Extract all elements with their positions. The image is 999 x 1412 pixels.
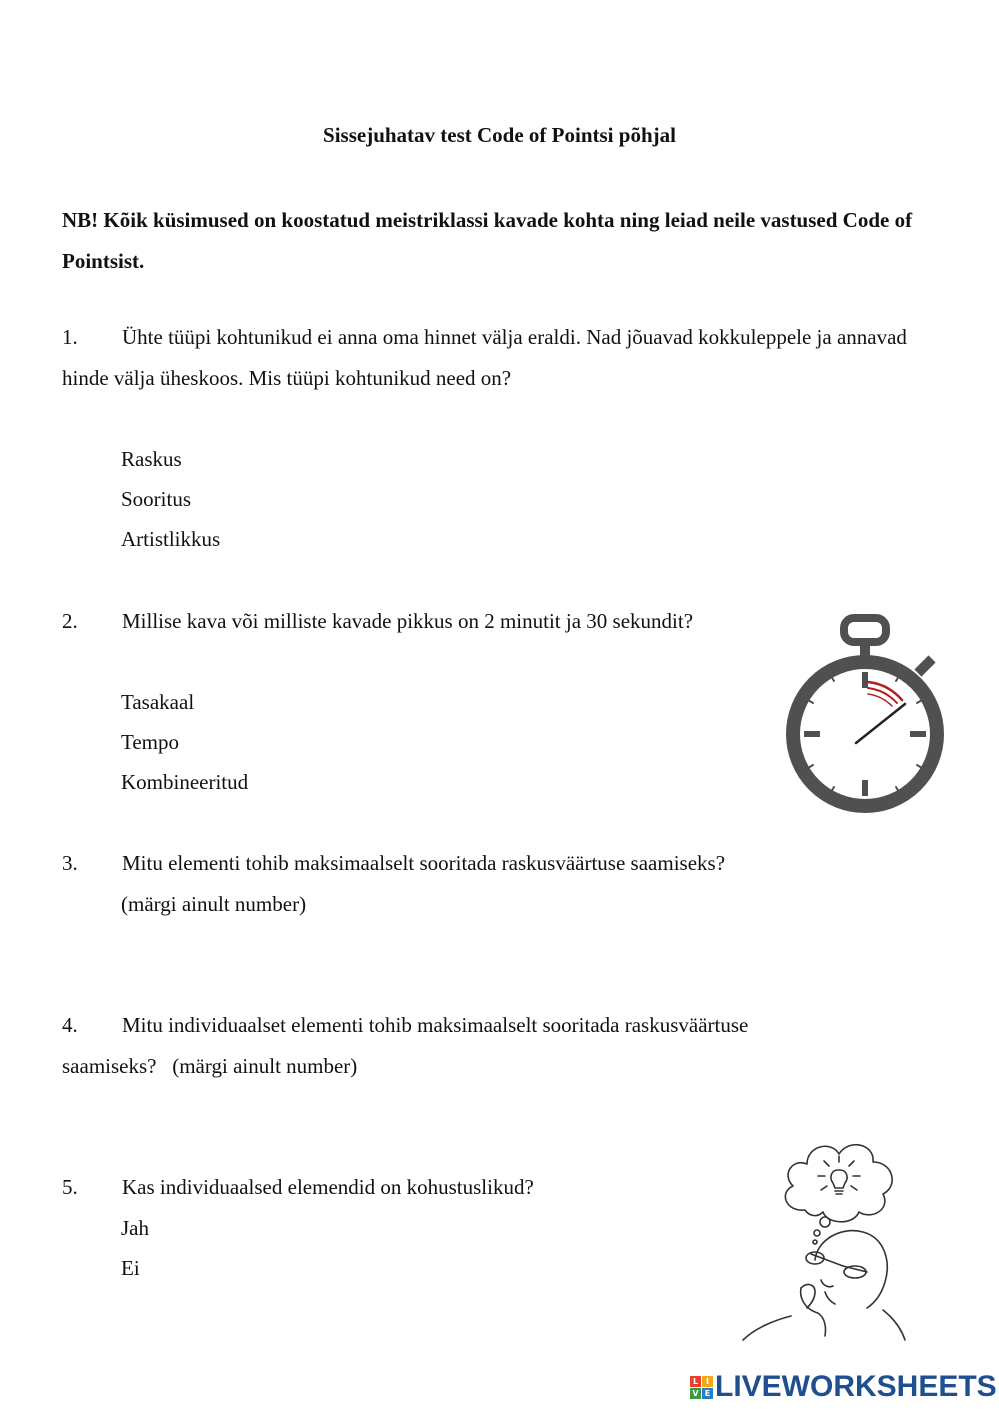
option-jah[interactable]: Jah	[121, 1216, 149, 1240]
liveworksheets-logo	[690, 1370, 997, 1404]
question-4-hint: (märgi ainult number)	[172, 1054, 358, 1078]
logo-block-l: L	[690, 1376, 701, 1387]
question-1-options	[121, 439, 220, 559]
option-artistlikkus[interactable]: Artistlikkus	[121, 527, 221, 551]
instruction-note: NB! Kõik küsimused on koostatud meistriklassi kavade kohta ning leiad neile vastused Code of Pointsist.	[62, 208, 913, 273]
question-5	[62, 1167, 762, 1208]
option-kombineeritud[interactable]: Kombineeritud	[121, 770, 249, 794]
option-tempo[interactable]: Tempo	[121, 730, 180, 754]
logo-block-i: I	[702, 1376, 713, 1387]
question-number: 5.	[62, 1175, 78, 1199]
question-1	[62, 317, 932, 399]
question-number: 4.	[62, 1013, 78, 1037]
thinking-person-icon	[735, 1128, 915, 1348]
question-text: Ühte tüüpi kohtunikud ei anna oma hinnet välja eraldi. Nad jõuavad kokkuleppele ja annavad hinde välja üheskoos. Mis tüüpi kohtunikud need on?	[62, 325, 907, 390]
question-text: Kas individuaalsed elemendid on kohustuslikud?	[122, 1175, 534, 1199]
question-text: Mitu individuaalset elementi tohib maksimaalselt sooritada raskusväärtuse saamiseks?	[62, 1013, 749, 1078]
question-5-options	[121, 1208, 149, 1288]
question-number: 1.	[62, 325, 78, 349]
option-tasakaal[interactable]: Tasakaal	[121, 690, 195, 714]
question-number: 3.	[62, 851, 78, 875]
logo-block-v: V	[690, 1388, 701, 1399]
option-ei[interactable]: Ei	[121, 1256, 140, 1280]
question-3	[62, 843, 932, 884]
question-number: 2.	[62, 609, 78, 633]
option-sooritus[interactable]: Sooritus	[121, 487, 192, 511]
question-4	[62, 1005, 862, 1087]
logo-block-e: E	[702, 1388, 713, 1399]
question-text: Mitu elementi tohib maksimaalselt sooritada raskusväärtuse saamiseks?	[122, 851, 726, 875]
stopwatch-icon	[784, 612, 952, 818]
logo-text: LIVEWORKSHEETS	[715, 1370, 997, 1403]
option-raskus[interactable]: Raskus	[121, 447, 182, 471]
question-text: Millise kava või milliste kavade pikkus on 2 minutit ja 30 sekundit?	[122, 609, 694, 633]
question-2-options	[121, 682, 248, 802]
logo-blocks	[690, 1376, 713, 1399]
document-title: Sissejuhatav test Code of Pointsi põhjal	[323, 123, 676, 147]
question-3-hint: (märgi ainult number)	[121, 892, 307, 916]
question-2	[62, 601, 782, 642]
